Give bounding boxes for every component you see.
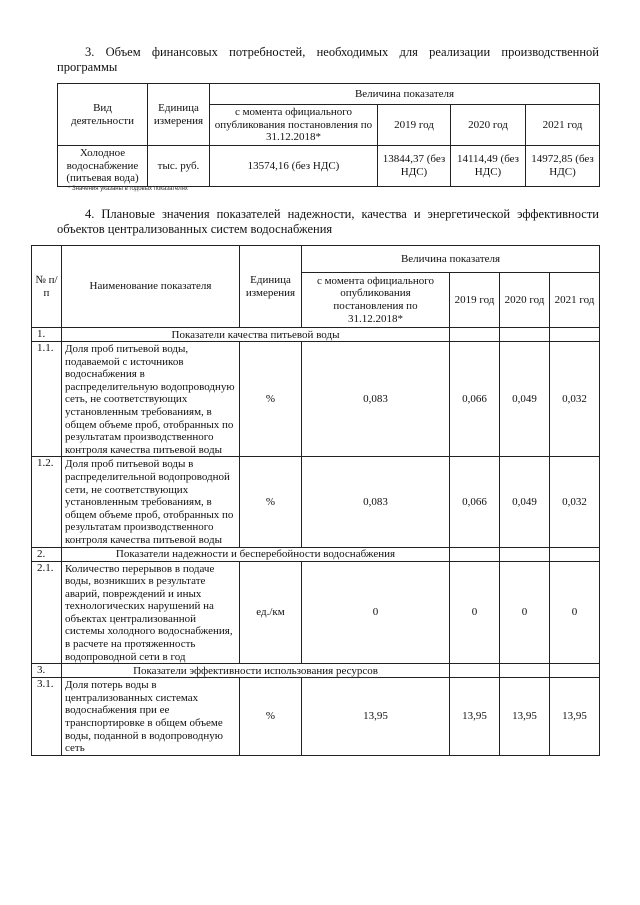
row-number: 2.1. <box>32 561 62 664</box>
row-number: 2. <box>32 547 62 561</box>
header-since: с момента официального опубликования постановления по 31.12.2018* <box>302 273 450 328</box>
header-no: № п/п <box>32 246 62 328</box>
indicator-name: Количество перерывов в подаче воды, возникших в результате аварий, повреждений и иных технологических нарушений на объектах централизованной системы холодного водоснабжения, в расчете на протяженность водопроводной сети в год <box>62 561 240 664</box>
row-number: 1.2. <box>32 457 62 547</box>
header-unit: Единица измерения <box>148 84 210 146</box>
cell-2020: 0,049 <box>500 342 550 457</box>
cell-since: 0,083 <box>302 457 450 547</box>
header-activity: Вид деятельности <box>58 84 148 146</box>
section-4-heading: 4. Плановые значения показателей надежности, качества и энергетической эффективности объектов централизованных систем водоснабжения <box>57 207 599 236</box>
row-number: 3.1. <box>32 678 62 756</box>
indicators-table <box>31 245 600 756</box>
table-row <box>32 561 600 664</box>
section-row <box>32 664 600 678</box>
section-title: Показатели надежности и бесперебойности водоснабжения <box>62 547 450 561</box>
header-unit: Единица измерения <box>240 246 302 328</box>
table-row <box>32 457 600 547</box>
cell-2020: 13,95 <box>500 678 550 756</box>
section-row <box>32 547 600 561</box>
footnote: * Значения указаны в годовых показателях <box>68 186 188 192</box>
cell-2021: 13,95 <box>550 678 600 756</box>
header-2020: 2020 год <box>451 105 526 146</box>
cell-2019: 13,95 <box>450 678 500 756</box>
cell-2020: 0,049 <box>500 457 550 547</box>
header-2020: 2020 год <box>500 273 550 328</box>
section-title: Показатели эффективности использования ресурсов <box>62 664 450 678</box>
cell-2021: 0 <box>550 561 600 664</box>
cell-unit: % <box>240 678 302 756</box>
financial-needs-table <box>57 83 600 187</box>
cell-2021: 0,032 <box>550 457 600 547</box>
cell-2019: 0 <box>450 561 500 664</box>
table-row <box>32 678 600 756</box>
cell-2019: 0,066 <box>450 342 500 457</box>
header-value: Величина показателя <box>210 84 600 105</box>
cell-since: 0 <box>302 561 450 664</box>
header-2021: 2021 год <box>550 273 600 328</box>
header-value: Величина показателя <box>302 246 600 273</box>
cell-since: 13574,16 (без НДС) <box>210 146 378 187</box>
cell-2019: 13844,37 (без НДС) <box>378 146 451 187</box>
indicator-name: Доля потерь воды в централизованных системах водоснабжения при ее транспортировке в общем объеме воды, поданной в водопроводную сеть <box>62 678 240 756</box>
header-name: Наименование показателя <box>62 246 240 328</box>
cell-since: 0,083 <box>302 342 450 457</box>
header-2019: 2019 год <box>378 105 451 146</box>
cell-2020: 14114,49 (без НДС) <box>451 146 526 187</box>
cell-2019: 0,066 <box>450 457 500 547</box>
header-2019: 2019 год <box>450 273 500 328</box>
cell-unit: % <box>240 457 302 547</box>
row-number: 1.1. <box>32 342 62 457</box>
header-since: с момента официального опубликования постановления по 31.12.2018* <box>210 105 378 146</box>
table-row <box>32 342 600 457</box>
cell-since: 13,95 <box>302 678 450 756</box>
indicator-name: Доля проб питьевой воды в распределительной водопроводной сети, не соответствующих установленным требованиям, в общем объеме проб, отобранных по результатам производственного контроля качества питьевой воды <box>62 457 240 547</box>
cell-unit: ед./км <box>240 561 302 664</box>
row-number: 1. <box>32 328 62 342</box>
cell-2021: 0,032 <box>550 342 600 457</box>
header-2021: 2021 год <box>526 105 600 146</box>
cell-2021: 14972,85 (без НДС) <box>526 146 600 187</box>
row-number: 3. <box>32 664 62 678</box>
cell-activity: Холодное водоснабжение (питьевая вода) <box>58 146 148 187</box>
section-3-heading: 3. Объем финансовых потребностей, необходимых для реализации производственной программы <box>57 45 599 74</box>
cell-unit: % <box>240 342 302 457</box>
indicator-name: Доля проб питьевой воды, подаваемой с источников водоснабжения в распределительную водопроводную сеть, не соответствующих установленным требованиям, в общем объеме проб, отобранных по результатам производственного контроля качества питьевой воды <box>62 342 240 457</box>
cell-2020: 0 <box>500 561 550 664</box>
cell-unit: тыс. руб. <box>148 146 210 187</box>
section-title: Показатели качества питьевой воды <box>62 328 450 342</box>
section-row <box>32 328 600 342</box>
table-row <box>58 146 600 187</box>
